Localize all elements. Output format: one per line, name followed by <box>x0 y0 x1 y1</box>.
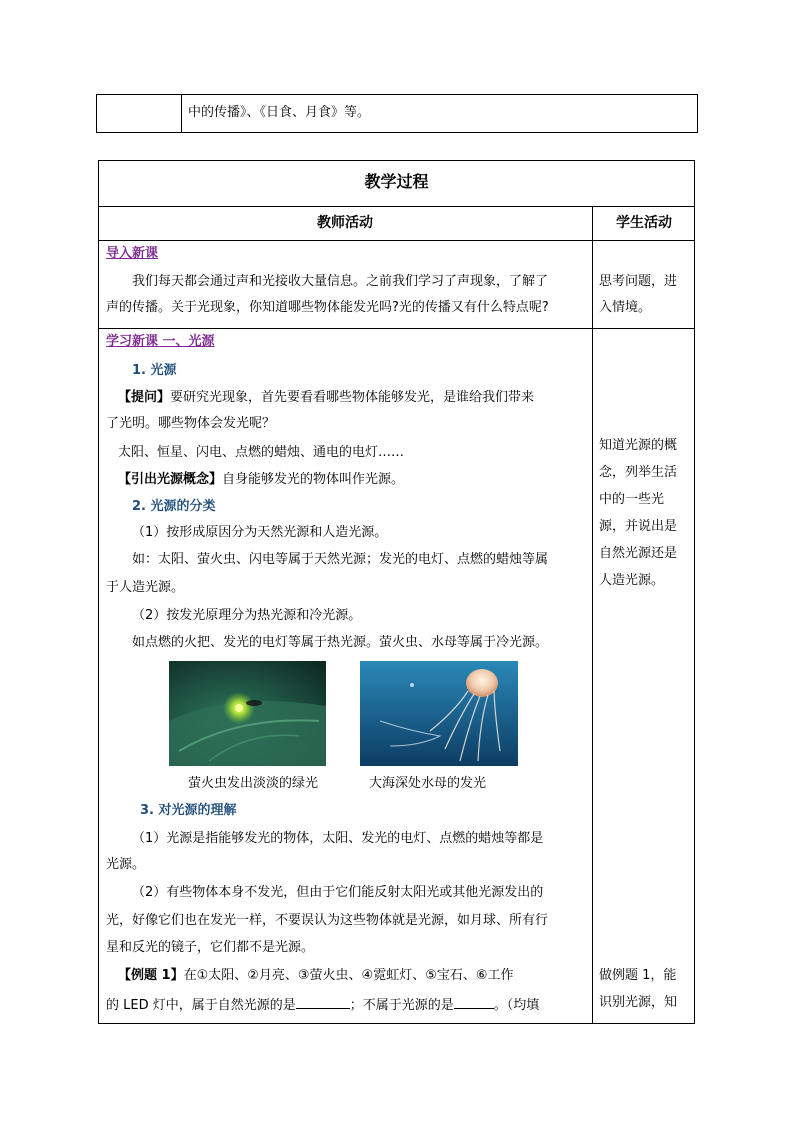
examples-line: 太阳、恒星、闪电、点燃的蜡烛、通电的电灯…… <box>118 445 405 460</box>
student-line-2: 念，列举生活 <box>599 465 678 480</box>
student-line-6: 人造光源。 <box>599 573 665 588</box>
student-line-1: 知道光源的概 <box>599 438 678 453</box>
student-line-4: 源，并说出是 <box>599 519 678 534</box>
example-text: 在①太阳、②月亮、③萤火虫、④霓虹灯、⑤宝石、⑥工作 <box>183 968 514 983</box>
answer-blank-2[interactable] <box>454 994 494 1009</box>
firefly-photo <box>169 661 326 766</box>
classification-1-example-cont: 于人造光源。 <box>106 580 185 595</box>
intro-student-line-2: 入情境。 <box>599 300 652 315</box>
teacher-column-header: 教师活动 <box>317 215 373 231</box>
student-line-5: 自然光源还是 <box>599 546 678 561</box>
concept-label: 【引出光源概念】 <box>118 472 223 487</box>
question-line-1 <box>118 389 534 407</box>
jellyfish-caption: 大海深处水母的发光 <box>369 776 487 791</box>
classification-2-example: 如点燃的火把、发光的电灯等属于热光源。萤火虫、水母等属于冷光源。 <box>132 635 549 650</box>
top-table-text: 中的传播》、《日食、月食》等。 <box>188 105 371 120</box>
intro-student-line-1: 思考问题，进 <box>599 274 678 289</box>
firefly-caption: 萤火虫发出淡淡的绿光 <box>188 776 319 791</box>
understanding-1: （1）光源是指能够发光的物体，太阳、发光的电灯、点燃的蜡烛等都是 <box>132 831 544 846</box>
question-label: 【提问】 <box>118 390 171 405</box>
classification-1: （1）按形成原因分为天然光源和人造光源。 <box>132 525 388 540</box>
understanding-2-cont2: 星和反光的镜子，它们都不是光源。 <box>106 940 315 955</box>
classification-2: （2）按发光原理分为热光源和冷光源。 <box>132 608 362 623</box>
example-line-2 <box>106 994 539 1015</box>
concept-line <box>118 471 404 489</box>
row-divider-header <box>98 240 695 241</box>
example-label: 【例题 1】 <box>118 968 184 983</box>
table-title: 教学过程 <box>364 172 429 191</box>
subheading-understanding: 3. 对光源的理解 <box>140 803 237 818</box>
section-heading: 学习新课 一、光源 <box>106 334 215 349</box>
concept-text: 自身能够发光的物体叫作光源。 <box>222 472 405 487</box>
example-text-part-a: 的 LED 灯中，属于自然光源的是 <box>106 998 296 1013</box>
student-column-header: 学生活动 <box>616 215 672 231</box>
question-text: 要研究光现象，首先要看看哪些物体能够发光，是谁给我们带来 <box>170 390 535 405</box>
example-text-part-b: ；不属于光源的是 <box>349 998 454 1013</box>
understanding-2: （2）有些物体本身不发光，但由于它们能反射太阳光或其他光源发出的 <box>132 885 544 900</box>
intro-heading: 导入新课 <box>106 246 159 261</box>
top-table <box>96 94 698 133</box>
subheading-light-source: 1. 光源 <box>132 363 177 378</box>
row-divider-intro <box>98 328 695 329</box>
understanding-1-cont: 光源。 <box>106 857 146 872</box>
top-table-divider <box>181 94 182 133</box>
example-text-part-c: 。（均填 <box>493 998 540 1013</box>
jellyfish-photo <box>360 661 518 766</box>
subheading-classification: 2. 光源的分类 <box>132 499 216 514</box>
intro-line-2: 声的传播。关于光现象，你知道哪些物体能发光吗?光的传播又有什么特点呢? <box>106 300 549 315</box>
student-example-line-1: 做例题 1，能 <box>599 968 677 983</box>
understanding-2-cont: 光，好像它们也在发光一样，不要误认为这些物体就是光源，如月球、所有行 <box>106 913 549 928</box>
example-line-1 <box>118 967 514 985</box>
answer-blank-1[interactable] <box>296 994 350 1009</box>
column-divider <box>592 206 593 1024</box>
row-divider-title <box>98 206 695 207</box>
intro-line-1: 我们每天都会通过声和光接收大量信息。之前我们学习了声现象，了解了 <box>132 274 549 289</box>
student-example-line-2: 识别光源，知 <box>599 995 678 1010</box>
student-line-3: 中的一些光 <box>599 492 665 507</box>
classification-1-example: 如：太阳、萤火虫、闪电等属于天然光源；发光的电灯、点燃的蜡烛等属 <box>132 552 549 567</box>
question-line-2: 了光明。哪些物体会发光呢？ <box>106 416 276 431</box>
